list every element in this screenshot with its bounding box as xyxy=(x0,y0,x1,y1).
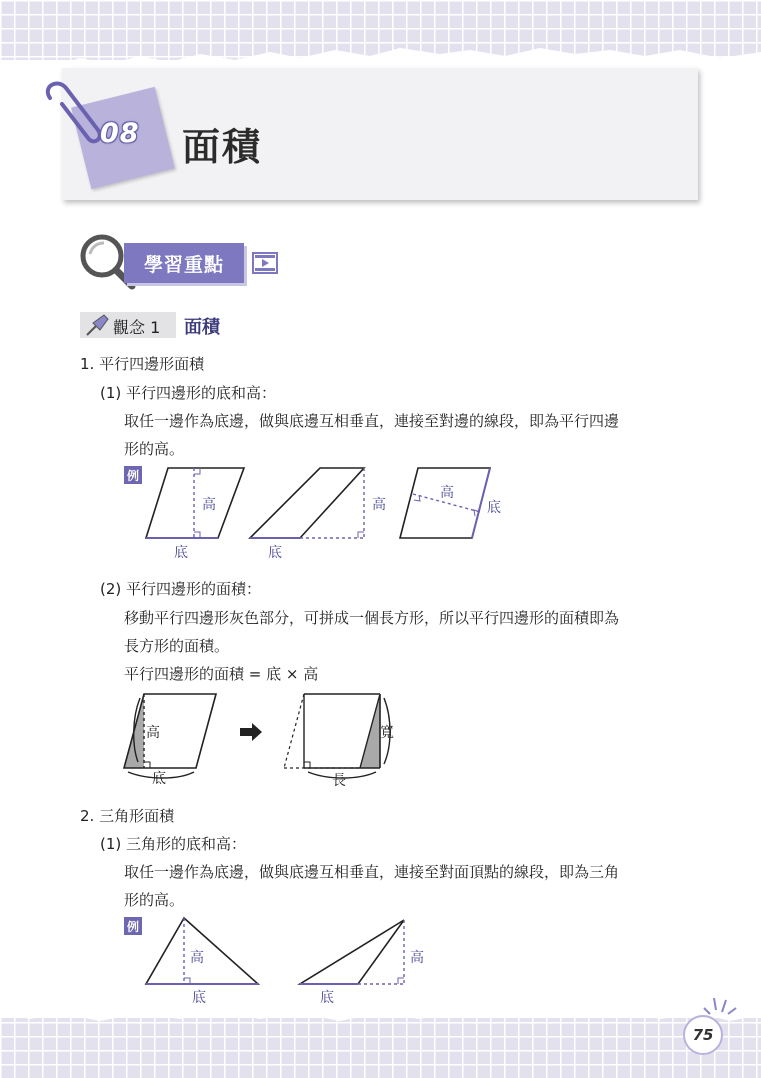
fig1-high-label-1: 高 xyxy=(202,497,216,513)
fig3-base-label-2: 底 xyxy=(320,990,334,1006)
fig1-high-label-2: 高 xyxy=(372,497,386,513)
example-tag-2: 例 xyxy=(124,917,142,935)
page-number: 75 xyxy=(683,1015,723,1055)
concept-label: 觀念 1 xyxy=(113,318,161,337)
triangle-base-height-figure xyxy=(140,912,440,1012)
section1-sub2-line2: 長方形的面積。 xyxy=(124,637,230,655)
section1-sub2-heading: (2) 平行四邊形的面積： xyxy=(100,580,262,598)
section2-sub1-line2: 形的高。 xyxy=(124,891,185,909)
chapter-title: 面積 xyxy=(182,125,263,169)
section1-sub1-line1: 取任一邊作為底邊，做與底邊互相垂直，連接至對邊的線段，即為平行四邊 xyxy=(124,412,620,430)
fig2-high-label: 高 xyxy=(146,725,160,741)
pushpin-icon xyxy=(84,313,110,337)
video-play-icon[interactable] xyxy=(252,252,278,274)
fig1-base-label-1: 底 xyxy=(174,545,188,561)
chapter-number: 08 xyxy=(100,118,140,149)
section2-sub1-heading: (1) 三角形的底和高： xyxy=(100,835,247,853)
learning-focus-banner: 學習重點 xyxy=(124,243,244,283)
fig1-base-label-3: 底 xyxy=(487,500,501,516)
section1-heading: 1. 平行四邊形面積 xyxy=(80,355,205,373)
concept-title: 面積 xyxy=(184,317,220,338)
section2-sub1-line1: 取任一邊作為底邊，做與底邊互相垂直，連接至對面頂點的線段，即為三角 xyxy=(124,863,620,881)
fig3-high-label-2: 高 xyxy=(410,950,424,966)
section1-sub1-heading: (1) 平行四邊形的底和高： xyxy=(100,384,277,402)
fig3-base-label-1: 底 xyxy=(192,990,206,1006)
fig1-high-label-3: 高 xyxy=(440,485,454,501)
section1-formula: 平行四邊形的面積 = 底 × 高 xyxy=(124,665,319,683)
right-arrow-icon xyxy=(240,723,262,741)
fig1-base-label-2: 底 xyxy=(268,545,282,561)
parallelogram-to-rectangle-figure xyxy=(118,688,418,792)
section2-heading: 2. 三角形面積 xyxy=(80,807,175,825)
example-tag: 例 xyxy=(124,466,142,484)
fig2-width-label: 寬 xyxy=(380,725,394,741)
parallelogram-base-height-figure xyxy=(140,462,520,566)
fig3-high-label-1: 高 xyxy=(190,950,204,966)
section1-sub2-line1: 移動平行四邊形灰色部分，可拼成一個長方形，所以平行四邊形的面積即為 xyxy=(124,609,620,627)
fig2-length-label: 長 xyxy=(332,773,346,789)
fig2-base-label: 底 xyxy=(152,771,166,787)
section1-sub1-line2: 形的高。 xyxy=(124,440,185,458)
